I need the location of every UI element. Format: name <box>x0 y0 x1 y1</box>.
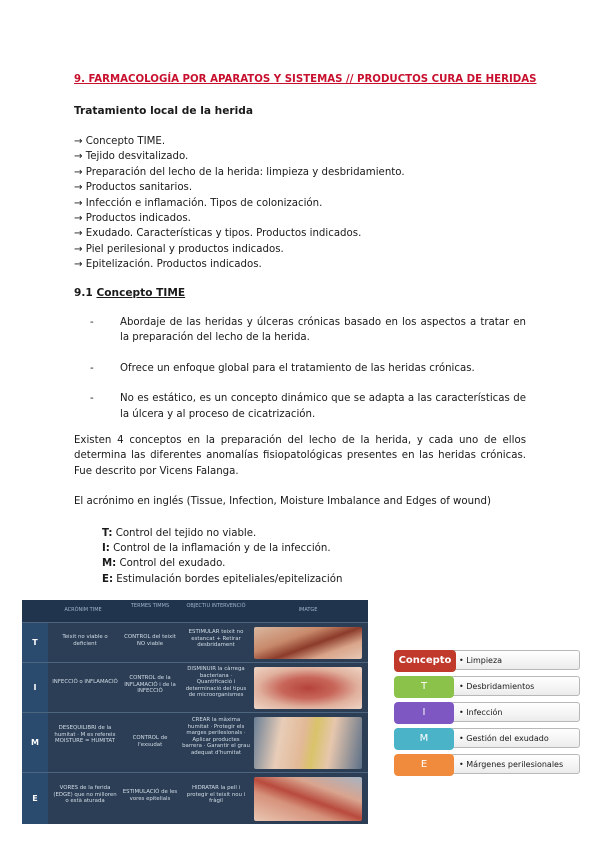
bullet-dash: - <box>90 317 94 328</box>
table-cell: DESEQUILIBRI de la humitat · M es refereix MOISTURE = HUMITAT <box>54 725 116 745</box>
diagram-box: • Infección <box>450 702 580 722</box>
diagram-box: • Gestión del exudado <box>450 728 580 748</box>
row-letter: I <box>22 663 48 713</box>
diagram-row <box>394 650 580 672</box>
list-item <box>90 361 526 376</box>
bullet-list <box>90 315 526 437</box>
list-item: → Productos indicados. <box>74 213 191 225</box>
table-header-cell: ACRÒNIM TIME <box>64 607 102 613</box>
term-item: T: Control del tejido no viable. <box>102 528 257 539</box>
wound-photo <box>254 717 362 769</box>
list-item: → Tejido desvitalizado. <box>74 151 189 163</box>
diagram-box: • Limpieza <box>450 650 580 670</box>
table-row <box>22 622 368 663</box>
table-cell: CONTROL de la INFLAMACIÓ i de la INFECCIÓ <box>124 675 176 695</box>
term-item: E: Estimulación bordes epiteliales/epitelización <box>102 573 343 585</box>
wound-photo <box>254 627 362 659</box>
section-title <box>74 287 185 299</box>
section-title-text: Concepto TIME <box>96 287 186 299</box>
paragraph-acronym: El acrónimo en inglés (Tissue, Infection, Moisture Imbalance and Edges of wound) <box>74 496 491 507</box>
row-letter: E <box>22 773 48 824</box>
bullet-dash: - <box>90 393 94 405</box>
table-cell: CREAR la màxima humitat · Protegir els marges perilesionals · Aplicar productes barrera · Garantir el grau adequat d'humitat <box>182 717 250 756</box>
chapter-heading: 9. FARMACOLOGÍA POR APARATOS Y SISTEMAS // PRODUCTOS CURA DE HERIDAS <box>74 74 537 85</box>
list-item: → Piel perilesional y productos indicados. <box>74 243 284 255</box>
list-item: → Exudado. Características y tipos. Productos indicados. <box>74 228 362 240</box>
list-item: → Productos sanitarios. <box>74 182 193 194</box>
table-cell: INFECCIÓ o INFLAMACIÓ <box>52 679 118 685</box>
table-cell: HIDRATAR la pell i protegir el teixit nou i fràgil <box>186 785 246 805</box>
table-cell: CONTROL del teixit NO viable <box>124 634 176 647</box>
time-terms <box>102 526 342 587</box>
bullet-dash: - <box>90 362 94 374</box>
table-header-cell: IMATGE <box>298 607 318 613</box>
subheading: Tratamiento local de la herida <box>74 105 253 117</box>
diagram-row <box>394 676 580 698</box>
term-item: M: Control del exudado. <box>102 558 226 570</box>
table-cell: ESTIMULAR teixit no estancat + Retirar desbridament <box>188 629 244 649</box>
table-cell: CONTROL de l'exsudat <box>132 735 168 748</box>
list-item <box>90 315 526 346</box>
diagram-label: Concepto <box>394 650 456 672</box>
time-table-image <box>22 600 368 824</box>
table-cell: Teixit no viable o deficient <box>62 634 108 647</box>
time-diagram <box>394 650 580 776</box>
diagram-label: M <box>394 728 454 750</box>
diagram-label: I <box>394 702 454 724</box>
row-letter: M <box>22 713 48 773</box>
table-cell: VORES de la ferida (EDGE) que no milloren o està aturada <box>53 785 117 805</box>
table-cell: ESTIMULACIÓ de les vores epitelials <box>122 789 178 802</box>
table-cell: DISMINUIR la càrrega bacteriana · Quantificació i determinació del tipus de microorganismes <box>185 666 247 699</box>
diagram-row <box>394 754 580 776</box>
diagram-row <box>394 702 580 724</box>
bullet-text: Abordaje de las heridas y úlceras crónicas basado en los aspectos a tratar en la preparación del lecho de la herida. <box>120 317 526 344</box>
bullet-text: No es estático, es un concepto dinámico que se adapta a las características de la úlcera y al proceso de cicatrización. <box>120 393 526 420</box>
table-header-cell: TERMES TIMMS <box>130 603 170 609</box>
paragraph-concepts: Existen 4 conceptos en la preparación del lecho de la herida, y cada uno de ellos determina las diferentes anomalías fisiopatológicas presentes en las heridas crónicas. Fue descrito por Vicens Falanga. <box>74 435 526 477</box>
wound-photo <box>254 777 362 821</box>
section-number: 9.1 <box>74 287 93 299</box>
table-row <box>22 712 368 773</box>
list-item: → Concepto TIME. <box>74 136 166 147</box>
list-item: → Epitelización. Productos indicados. <box>74 259 262 271</box>
list-item: → Preparación del lecho de la herida: limpieza y desbridamiento. <box>74 166 405 178</box>
table-row <box>22 772 368 824</box>
row-letter: T <box>22 623 48 663</box>
wound-photo <box>254 667 362 709</box>
diagram-box: • Márgenes perilesionales <box>450 754 580 774</box>
table-header-cell: OBJECTIU INTERVENCIÓ <box>186 603 246 609</box>
table-row <box>22 662 368 713</box>
diagram-label: E <box>394 754 454 776</box>
topic-list <box>74 134 405 273</box>
list-item <box>90 391 526 422</box>
table-header <box>22 600 368 622</box>
diagram-label: T <box>394 676 454 698</box>
list-item: → Infección e inflamación. Tipos de colonización. <box>74 197 323 209</box>
diagram-row <box>394 728 580 750</box>
diagram-box: • Desbridamientos <box>450 676 580 696</box>
term-item: I: Control de la inflamación y de la infección. <box>102 543 331 555</box>
bullet-text: Ofrece un enfoque global para el tratamiento de las heridas crónicas. <box>120 362 475 374</box>
